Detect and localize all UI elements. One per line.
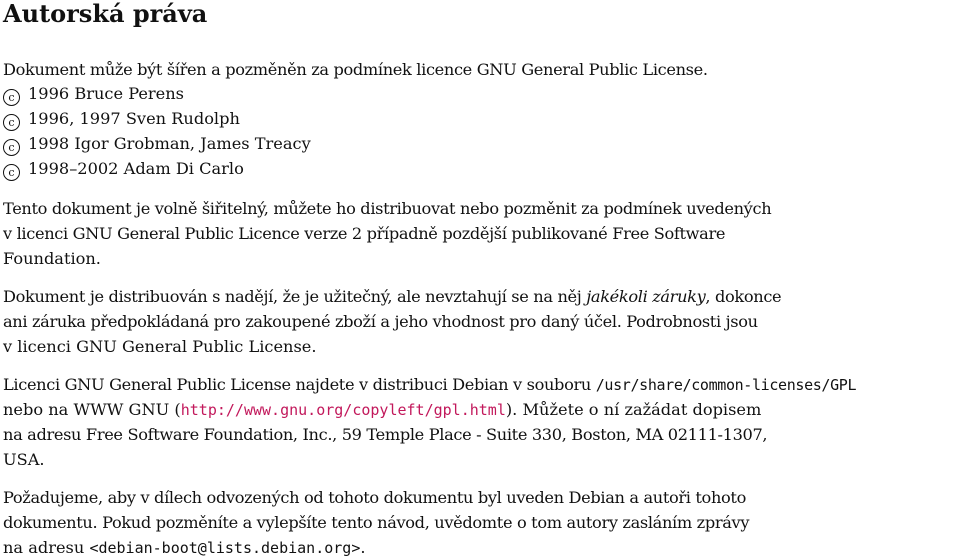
paragraph-1-line-3: Foundation. [3,249,101,268]
paragraph-2-line-3: v licenci GNU General Public License. [3,337,317,356]
copyright-line-1 [3,82,184,106]
copyright-text: 1996 Bruce Perens [28,84,184,103]
text-span: na adresu [3,538,90,557]
text-span: , dokonce [705,287,782,306]
page-title: Autorská práva [3,0,208,28]
text-span: Licenci GNU General Public License najdete v distribuci Debian v souboru [3,375,596,394]
paragraph-4-line-2: dokumentu. Pokud pozměníte a vylepšíte tento návod, uvědomte o tom autory zasláním zprávy [3,513,750,532]
gpl-link[interactable]: http://www.gnu.org/copyleft/gpl.html [180,401,506,419]
paragraph-2-line-2: ani záruka předpokládaná pro zakoupené zboží a jeho vhodnost pro daný účel. Podrobnosti jsou [3,312,758,331]
paragraph-3-line-4: USA. [3,450,45,469]
copyright-text: 1996, 1997 Sven Rudolph [28,109,240,128]
paragraph-3-line-2 [3,398,761,422]
copyright-line-3 [3,132,311,156]
copyright-line-2 [3,107,240,131]
paragraph-3-line-1 [3,373,856,397]
copyright-icon: c [3,164,20,181]
contact-email[interactable]: <debian-boot@lists.debian.org> [89,539,361,557]
license-file-path: /usr/share/common-licenses/GPL [595,376,857,394]
copyright-text: 1998–2002 Adam Di Carlo [28,159,244,178]
emphasis-text: jakékoli záruky [586,287,706,306]
intro-text: Dokument může být šířen a pozměněn za podmínek licence GNU General Public License. [3,60,708,79]
copyright-icon: c [3,139,20,156]
copyright-icon: c [3,114,20,131]
paragraph-2-line-1 [3,285,781,309]
text-span: ). Můžete o ní zažádat dopisem [505,400,762,419]
text-span: nebo na WWW GNU ( [3,400,181,419]
text-span: Dokument je distribuován s nadějí, že je užitečný, ale nevztahují se na něj [3,287,587,306]
paragraph-4-line-1: Požadujeme, aby v dílech odvozených od tohoto dokumentu byl uveden Debian a autoři tohoto [3,488,746,507]
paragraph-1-line-1: Tento dokument je volně šiřitelný, můžete ho distribuovat nebo pozměnit za podmínek uvedených [3,199,772,218]
paragraph-1-line-2: v licenci GNU General Public Licence verze 2 případně pozdější publikované Free Software [3,224,726,243]
paragraph-4-line-3 [3,536,366,560]
copyright-line-4 [3,157,244,181]
copyright-text: 1998 Igor Grobman, James Treacy [28,134,311,153]
copyright-icon: c [3,89,20,106]
paragraph-3-line-3: na adresu Free Software Foundation, Inc., 59 Temple Place - Suite 330, Boston, MA 02111-1307, [3,425,768,444]
text-span: . [360,538,366,557]
